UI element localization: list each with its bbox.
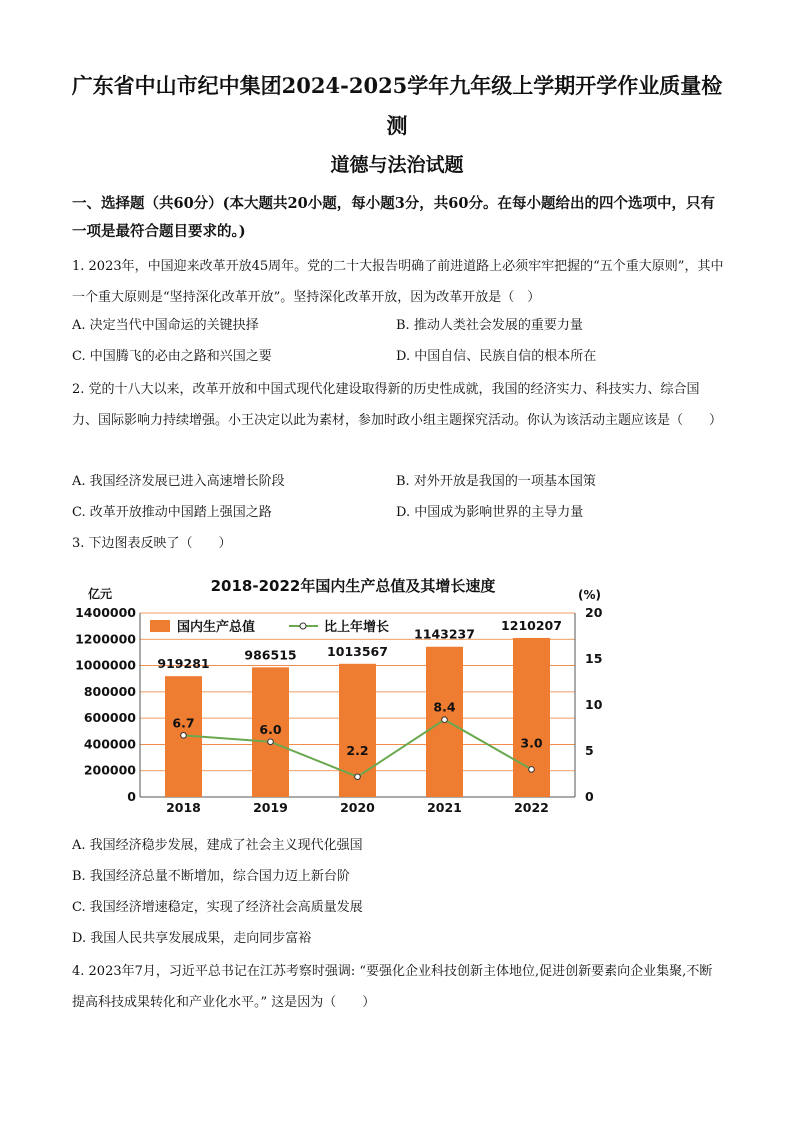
- gdp-bar: [513, 638, 550, 797]
- q2-option-a: A. 我国经济发展已进入高速增长阶段: [72, 474, 285, 489]
- gdp-bar-label: 1143237: [414, 626, 475, 642]
- section-heading: 一、选择题（共60分）(本大题共20小题，每小题3分，共60分。在每小题给出的四个选项中，只有一项是最符合题目要求的。): [72, 195, 715, 240]
- growth-point: [181, 733, 187, 739]
- growth-label: 8.4: [433, 699, 456, 715]
- legend-line-marker: [300, 623, 306, 629]
- gdp-bar-label: 1210207: [501, 617, 562, 633]
- q2-option-c: C. 改革开放推动中国踏上强国之路: [72, 505, 272, 520]
- x-tick-label: 2018: [166, 800, 201, 815]
- x-tick-label: 2021: [427, 800, 462, 815]
- question-3-stem: 3. 下边图表反映了（ ）: [72, 536, 232, 551]
- q1-option-c: C. 中国腾飞的必由之路和兴国之要: [72, 349, 272, 364]
- growth-point: [442, 717, 448, 723]
- right-tick-label: 5: [585, 743, 594, 758]
- right-tick-label: 10: [585, 697, 603, 712]
- q1-option-a: A. 决定当代中国命运的关键抉择: [72, 318, 259, 333]
- right-axis-unit: (%): [578, 588, 601, 602]
- gdp-bar-label: 919281: [157, 656, 210, 672]
- q3-option-c: C. 我国经济增速稳定，实现了经济社会高质量发展: [72, 900, 363, 915]
- exam-subtitle: 道德与法治试题: [330, 154, 464, 176]
- q3-option-a: A. 我国经济稳步发展，建成了社会主义现代化强国: [72, 838, 363, 853]
- left-tick-label: 1200000: [75, 631, 136, 647]
- right-tick-label: 0: [585, 789, 594, 804]
- x-tick-label: 2019: [253, 800, 288, 815]
- growth-label: 2.2: [346, 742, 369, 758]
- growth-point: [355, 774, 361, 780]
- q1-option-b: B. 推动人类社会发展的重要力量: [396, 318, 583, 333]
- growth-label: 6.7: [172, 715, 195, 731]
- question-4-stem: 4. 2023年7月，习近平总书记在江苏考察时强调: “要强化企业科技创新主体地位,促进创新要素向企业集聚,不断提高科技成果转化和产业化水平。” 这是因为（ ）: [72, 964, 713, 1010]
- left-tick-label: 1400000: [75, 605, 136, 620]
- q2-option-d: D. 中国成为影响世界的主导力量: [396, 505, 584, 520]
- growth-point: [529, 767, 535, 773]
- exam-title-line1: 广东省中山市纪中集团2024-2025学年九年级上学期开学作业质量检: [71, 73, 723, 98]
- gdp-bar-label: 1013567: [327, 643, 388, 659]
- exam-title: [70, 66, 724, 146]
- left-tick-label: 400000: [83, 736, 136, 752]
- gdp-bars: [165, 638, 550, 797]
- left-tick-label: 800000: [83, 683, 136, 699]
- exam-title-line2: 测: [386, 113, 408, 138]
- left-tick-label: 0: [127, 789, 136, 804]
- left-tick-label: 1000000: [75, 657, 136, 673]
- legend-bar-swatch: [150, 620, 170, 632]
- q2-option-b: B. 对外开放是我国的一项基本国策: [396, 474, 596, 489]
- x-tick-label: 2022: [514, 800, 549, 815]
- chart-title: 2018-2022年国内生产总值及其增长速度: [210, 577, 496, 595]
- chart-legend: [150, 619, 389, 635]
- left-tick-label: 600000: [83, 710, 136, 726]
- q1-option-d: D. 中国自信、民族自信的根本所在: [396, 349, 597, 364]
- growth-point: [268, 739, 274, 745]
- growth-label: 6.0: [259, 721, 282, 737]
- gdp-bar-label: 986515: [244, 647, 297, 663]
- q3-option-b: B. 我国经济总量不断增加，综合国力迈上新台阶: [72, 869, 350, 884]
- legend-line-label: 比上年增长: [324, 620, 390, 635]
- left-tick-label: 200000: [83, 762, 136, 778]
- x-tick-label: 2020: [340, 800, 375, 815]
- legend-bar-label: 国内生产总值: [177, 620, 256, 635]
- question-2-stem: 2. 党的十八大以来，改革开放和中国式现代化建设取得新的历史性成就，我国的经济实力、科技实力、综合国力、国际影响力持续增强。小王决定以此为素材，参加时政小组主题探究活动。你认为该活动主题应该是（ ）: [72, 382, 723, 428]
- left-axis-unit: 亿元: [88, 587, 113, 601]
- q3-option-d: D. 我国人民共享发展成果，走向同步富裕: [72, 931, 312, 946]
- question-1-stem: 1. 2023年，中国迎来改革开放45周年。党的二十大报告明确了前进道路上必须牢牢把握的“五个重大原则”，其中一个重大原则是“坚持深化改革开放”。坚持深化改革开放，因为改革开放是（ ）: [72, 259, 724, 305]
- gdp-chart: [70, 566, 630, 822]
- right-tick-label: 15: [585, 651, 603, 666]
- growth-label: 3.0: [520, 735, 543, 751]
- right-tick-label: 20: [585, 605, 603, 620]
